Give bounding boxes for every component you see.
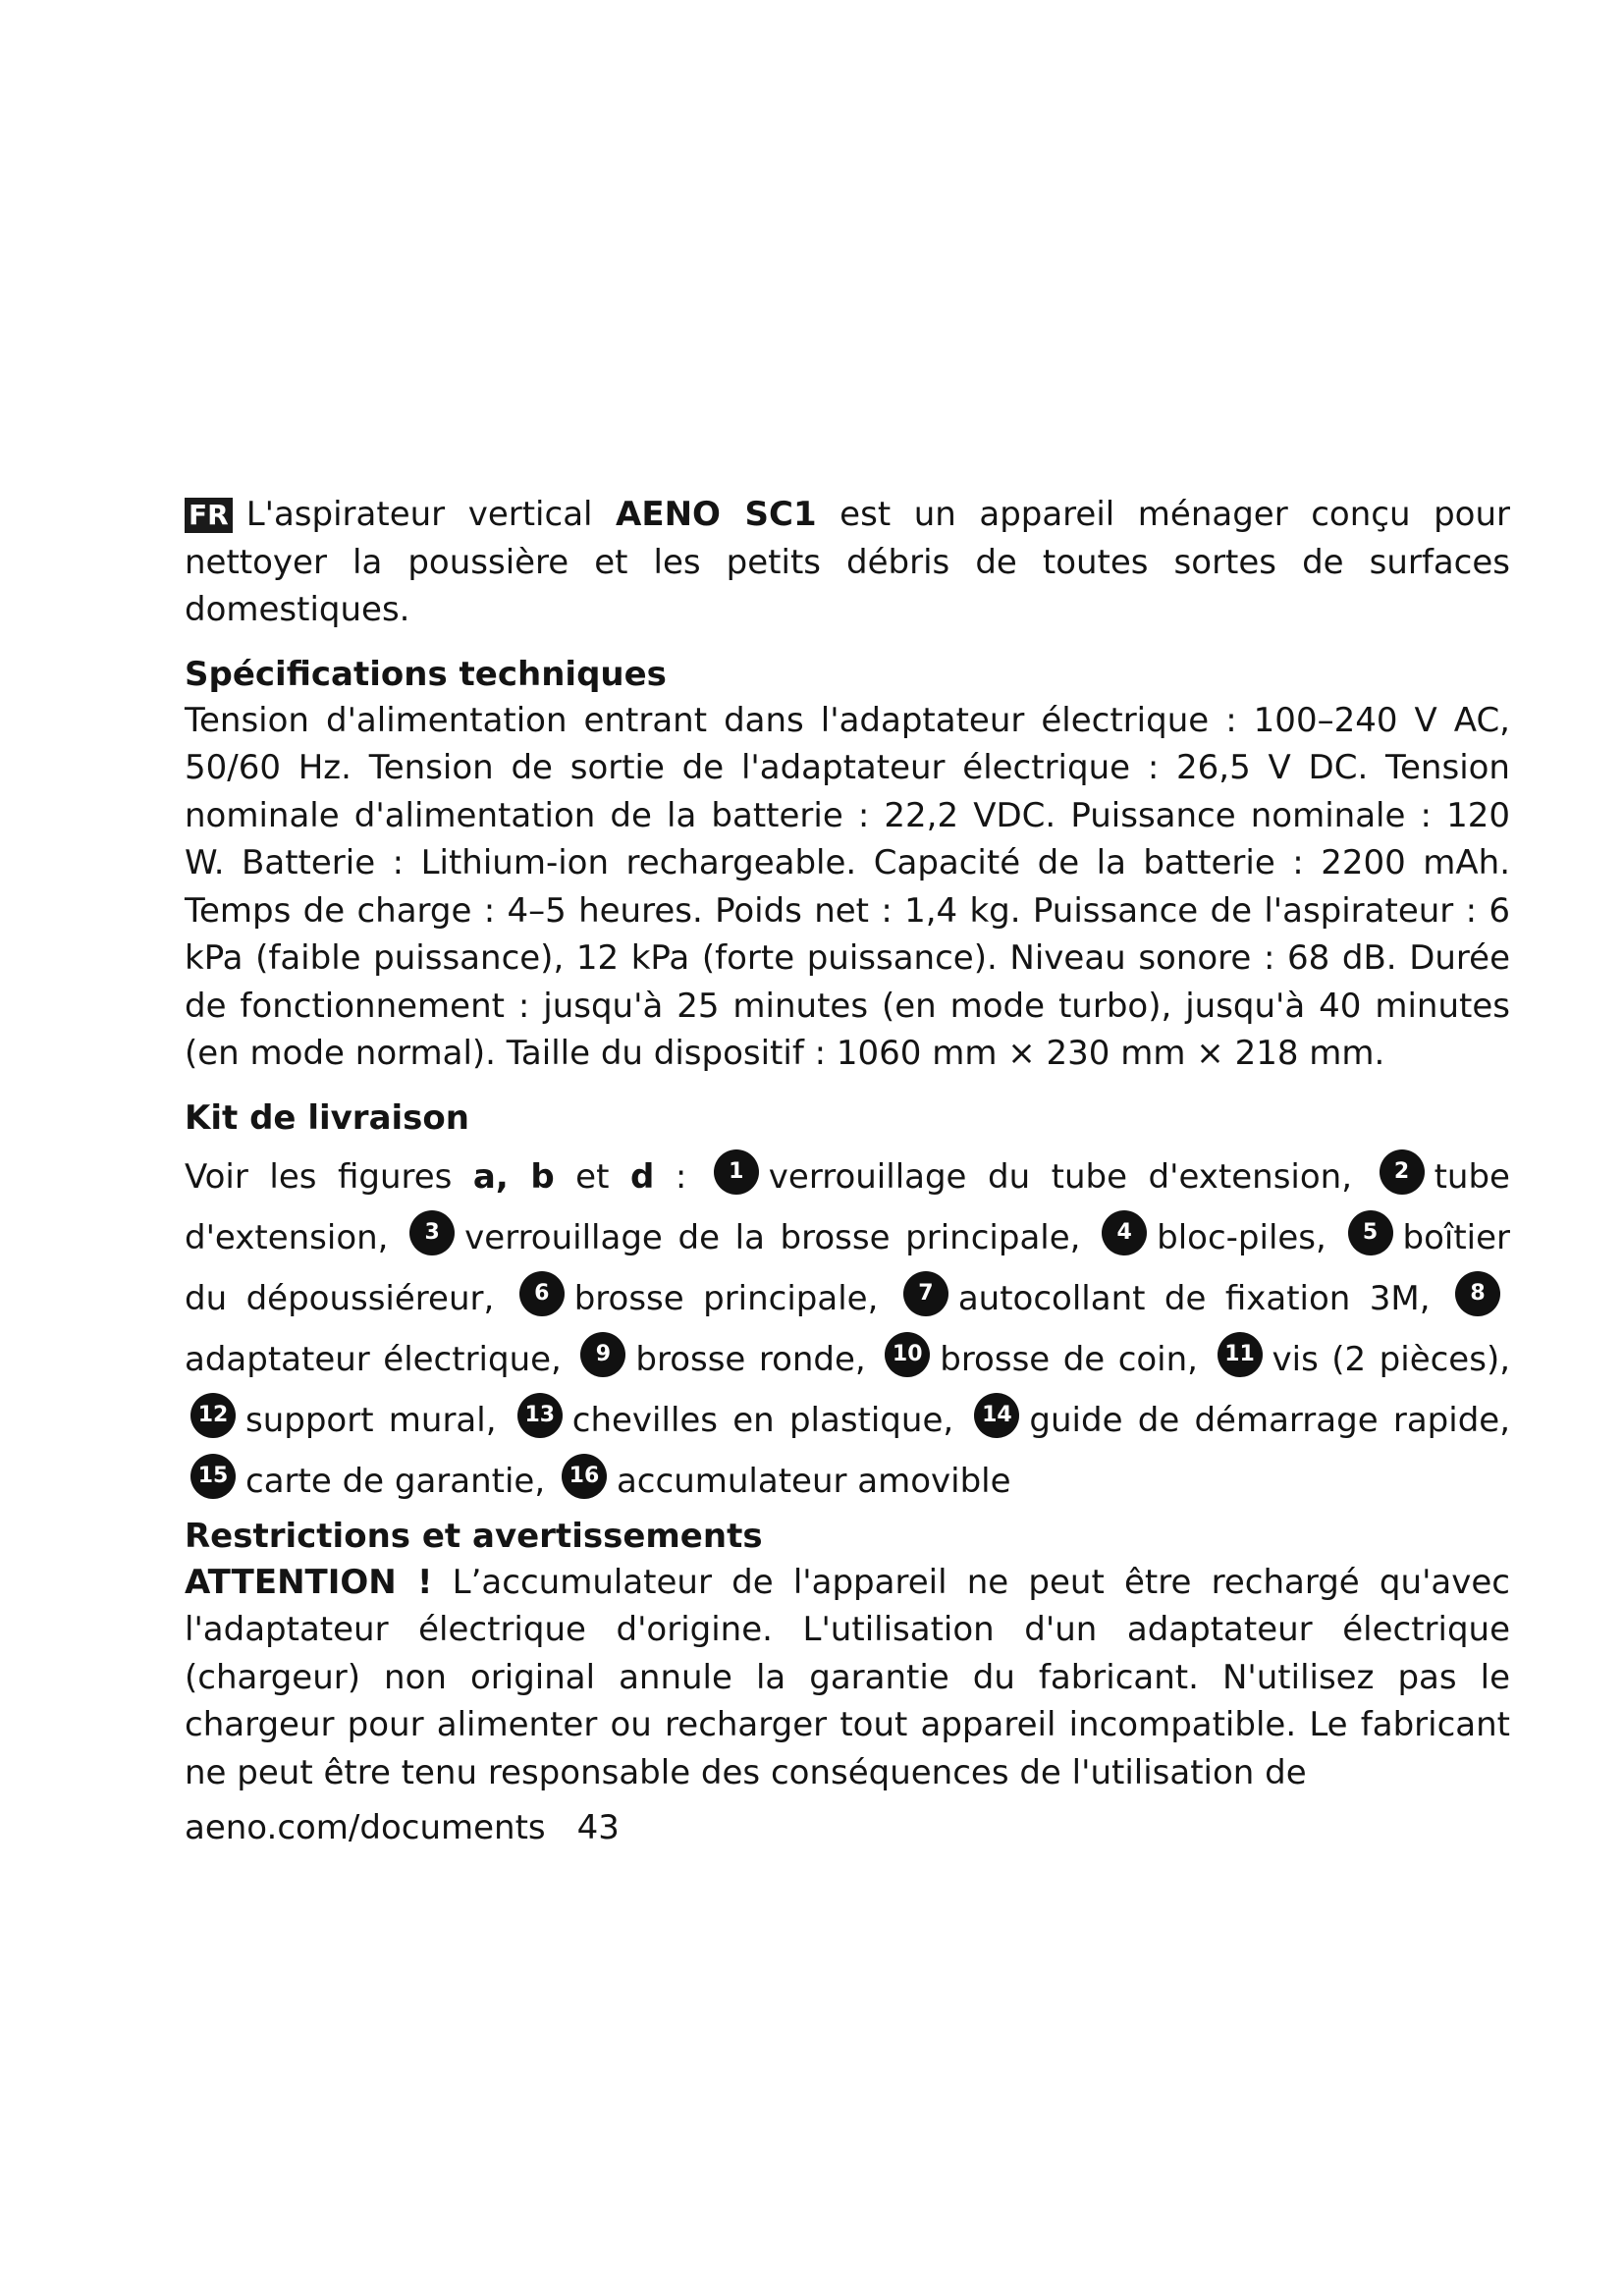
kit-item-label: carte de garantie, [245,1461,546,1501]
kit-item-label: guide de démarrage rapide, [1029,1400,1511,1440]
kit-item-label: adaptateur électrique, [185,1339,562,1379]
item-number-icon: 6 [519,1271,565,1316]
product-name: AENO SC1 [616,495,817,534]
kit-figs: a, b [472,1156,555,1197]
attention-label: ATTENTION ! [185,1562,433,1602]
item-number-icon: 16 [562,1454,607,1499]
warnings-paragraph [185,1559,1510,1797]
warnings-heading: Restrictions et avertissements [185,1516,763,1556]
item-number-icon: 9 [580,1332,625,1377]
item-number-icon: 11 [1218,1332,1263,1377]
kit-fig-d: d [629,1156,655,1197]
intro-text-before: L'aspirateur vertical [245,495,617,534]
kit-and: et [554,1156,630,1197]
item-number-icon: 14 [974,1393,1019,1438]
item-number-icon: 5 [1348,1210,1393,1255]
item-number-icon: 13 [517,1393,563,1438]
kit-colon: : [654,1156,708,1197]
kit-heading: Kit de livraison [185,1097,469,1138]
kit-item-label: brosse principale, [573,1278,879,1318]
item-number-icon: 1 [714,1149,759,1195]
kit-item-label: verrouillage du tube d'extension, [768,1156,1353,1197]
kit-paragraph [185,1147,1510,1512]
kit-item-label: brosse ronde, [635,1339,866,1379]
warnings-text: L’accumulateur de l'appareil ne peut être rechargé qu'avec l'adaptateur électrique d'origine. L'utilisation d'un adaptateur électrique (chargeur) non original annule la garantie du fabricant. N'utilisez pas le chargeur pour alimenter ou recharger tout appareil incompatible. Le fabricant ne peut être tenu responsable des conséquences de l'utilisation de [185,1562,1510,1792]
item-number-icon: 7 [903,1271,948,1316]
kit-item-label: tube d'extension, [185,1156,1510,1257]
item-number-icon: 4 [1102,1210,1147,1255]
kit-item-label: support mural, [245,1400,497,1440]
kit-item-list [185,1157,1510,1501]
item-number-icon: 12 [190,1393,236,1438]
footer-url: aeno.com/documents [185,1808,546,1847]
kit-lead: Voir les figures [185,1156,473,1197]
intro-text-after: est un appareil ménager conçu pour nettoyer la poussière et les petits débris de toutes sortes de surfaces domestiques. [185,495,1510,629]
page-footer [185,1804,1510,1851]
kit-item-label: vis (2 pièces), [1272,1339,1511,1379]
kit-item-label: chevilles en plastique, [571,1400,954,1440]
kit-item-label: boîtier du dépoussiéreur, [185,1217,1511,1318]
language-badge: FR [185,498,233,533]
specs-heading: Spécifications techniques [185,654,667,694]
kit-item-label: accumulateur amovible [616,1461,1011,1501]
kit-item-label: bloc-piles, [1157,1217,1326,1257]
kit-item-label: verrouillage de la brosse principale, [464,1217,1081,1257]
intro-paragraph [185,491,1510,634]
item-number-icon: 8 [1455,1271,1500,1316]
item-number-icon: 2 [1380,1149,1425,1195]
page-content [185,491,1510,1851]
kit-item-label: autocollant de fixation 3M, [957,1278,1431,1318]
item-number-icon: 15 [190,1454,236,1499]
page-number: 43 [576,1808,620,1847]
item-number-icon: 10 [885,1332,930,1377]
kit-item-label: brosse de coin, [940,1339,1198,1379]
specs-paragraph: Tension d'alimentation entrant dans l'adaptateur électrique : 100–240 V AC, 50/60 Hz. Tension de sortie de l'adaptateur électrique : 26,5 V DC. Tension nominale d'alimentation de la batterie : 22,2 VDC. Puissance nominale : 120 W. Batterie : Lithium-ion rechargeable. Capacité de la batterie : 2200 mAh. Temps de charge : 4–5 heures. Poids net : 1,4 kg. Puissance de l'aspirateur : 6 kPa (faible puissance), 12 kPa (forte puissance). Niveau sonore : 68 dB. Durée de fonctionnement : jusqu'à 25 minutes (en mode turbo), jusqu'à 40 minutes (en mode normal). Taille du dispositif : 1060 mm × 230 mm × 218 mm. [185,700,1510,1073]
item-number-icon: 3 [409,1210,455,1255]
